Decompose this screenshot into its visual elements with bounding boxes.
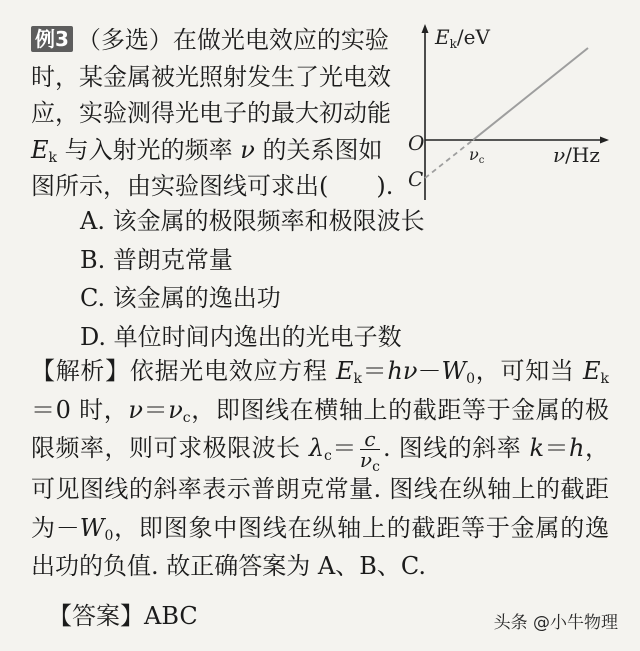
origin-label: O	[408, 131, 425, 155]
lambda-fraction: $\frac{c}{\nu_c}$	[359, 427, 380, 475]
x-axis-arrow-icon	[600, 137, 609, 144]
ek-line-solid	[473, 48, 588, 140]
y-axis-arrow-icon	[422, 24, 429, 33]
answer-value: ABC	[144, 602, 198, 630]
option-c: C. 该金属的逸出功	[80, 284, 281, 312]
watermark: 头条 @小牛物理	[493, 613, 618, 633]
ek-line-dashed	[425, 140, 473, 178]
question-text: （多选）在做光电效应的实验时，某金属被光照射发生了光电效应，实验测得光电子的最大初动能	[31, 26, 391, 127]
answer-line	[48, 597, 198, 635]
threshold-label: νc	[469, 145, 485, 166]
y-axis-label: $E_k/eV$	[435, 25, 490, 51]
question-stem: 例3 （多选）在做光电效应的实验时，某金属被光照射发生了光电效应，实验测得光电子的最大初动能$E_k$ 与入射光的频率 ν 的关系图如图所示，由实验图线可求出( ).	[31, 26, 394, 200]
solution-label: 【解析】	[31, 357, 130, 385]
example-tag: 例3	[31, 26, 73, 52]
x-axis-label: ν/Hz	[553, 143, 600, 167]
option-b: B. 普朗克常量	[80, 245, 233, 274]
option-a: A. 该金属的极限频率和极限波长	[80, 207, 425, 235]
intercept-label: C	[408, 167, 424, 191]
answer-label: 【答案】	[48, 602, 144, 630]
options-list	[80, 202, 425, 356]
solution-paragraph: 【解析】依据光电效应方程 $E_k=h\nu-W_0$，可知当 $E_k=0$ 时，$\nu=\nu_c$，即图线在横轴上的截距等于金属的极限频率，则可求极限波长 $\lambda_c=$ $\frac{c}{\nu_c}$ . 图线的斜率 k＝h，可见图线的斜率表示普朗克常量. 图线在纵轴上的截距为$-W_0$，即图象中图线在纵轴上的截距等于金属的逸出功的负值. 故正确答案为 A、B、C.	[31, 357, 610, 580]
ek-vs-frequency-graph	[405, 22, 615, 202]
option-d: D. 单位时间内逸出的光电子数	[80, 322, 402, 351]
